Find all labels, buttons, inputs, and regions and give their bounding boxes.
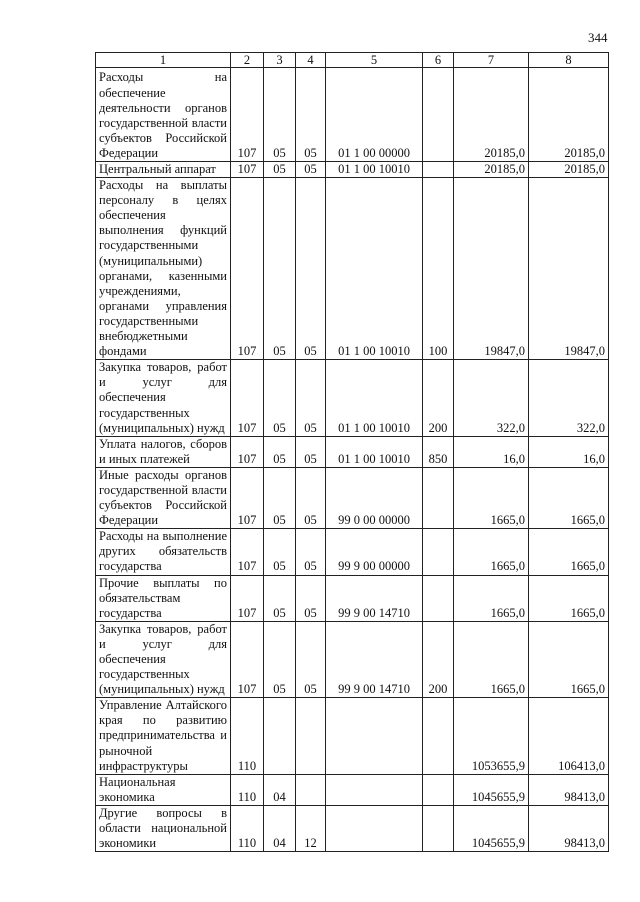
header-cell: 8 <box>529 53 609 68</box>
row-value-cell: 200 <box>423 621 454 697</box>
row-value-cell: 19847,0 <box>454 178 529 360</box>
row-value-cell <box>326 698 423 774</box>
row-value-cell: 1053655,9 <box>454 698 529 774</box>
row-value-cell: 01 1 00 10010 <box>326 360 423 436</box>
row-value-cell <box>423 774 454 805</box>
row-value-cell: 107 <box>231 162 264 178</box>
row-value-cell: 05 <box>296 467 326 528</box>
row-name-cell: Центральный аппарат <box>96 162 231 178</box>
row-value-cell <box>326 774 423 805</box>
header-cell: 7 <box>454 53 529 68</box>
table-row <box>96 162 609 178</box>
header-cell: 5 <box>326 53 423 68</box>
row-value-cell: 05 <box>296 529 326 575</box>
row-value-cell: 05 <box>296 621 326 697</box>
row-value-cell: 20185,0 <box>529 68 609 162</box>
row-value-cell <box>423 805 454 851</box>
table-row <box>96 698 609 774</box>
row-value-cell: 107 <box>231 360 264 436</box>
row-value-cell: 05 <box>296 575 326 621</box>
row-value-cell: 98413,0 <box>529 805 609 851</box>
table-row <box>96 467 609 528</box>
row-value-cell: 1665,0 <box>529 621 609 697</box>
row-value-cell: 01 1 00 10010 <box>326 178 423 360</box>
row-value-cell: 04 <box>264 774 296 805</box>
row-value-cell: 05 <box>264 436 296 467</box>
row-value-cell: 20185,0 <box>529 162 609 178</box>
row-value-cell: 01 1 00 10010 <box>326 162 423 178</box>
row-value-cell: 107 <box>231 178 264 360</box>
row-value-cell: 1045655,9 <box>454 774 529 805</box>
row-value-cell: 99 9 00 14710 <box>326 575 423 621</box>
row-value-cell: 1665,0 <box>529 575 609 621</box>
row-value-cell: 05 <box>296 436 326 467</box>
row-value-cell: 1665,0 <box>454 575 529 621</box>
header-cell: 1 <box>96 53 231 68</box>
row-value-cell: 05 <box>296 162 326 178</box>
table-row <box>96 621 609 697</box>
row-value-cell <box>423 467 454 528</box>
row-value-cell: 110 <box>231 774 264 805</box>
row-value-cell: 01 1 00 10010 <box>326 436 423 467</box>
row-value-cell: 107 <box>231 436 264 467</box>
row-name-cell: Другие вопросы в области национальной экономики <box>96 805 231 851</box>
row-value-cell: 1045655,9 <box>454 805 529 851</box>
row-name-cell: Закупка товаров, работ и услуг для обеспечения государственных (муниципальных) нужд <box>96 621 231 697</box>
row-value-cell: 01 1 00 00000 <box>326 68 423 162</box>
row-value-cell: 850 <box>423 436 454 467</box>
table-row <box>96 360 609 436</box>
table-row <box>96 575 609 621</box>
row-name-cell: Национальная экономика <box>96 774 231 805</box>
table-row <box>96 805 609 851</box>
row-value-cell: 05 <box>264 575 296 621</box>
row-value-cell <box>423 68 454 162</box>
row-value-cell: 322,0 <box>454 360 529 436</box>
row-name-cell: Прочие выплаты по обязательствам государства <box>96 575 231 621</box>
row-value-cell: 322,0 <box>529 360 609 436</box>
row-value-cell: 106413,0 <box>529 698 609 774</box>
row-value-cell: 04 <box>264 805 296 851</box>
row-value-cell: 05 <box>264 68 296 162</box>
header-cell: 3 <box>264 53 296 68</box>
budget-table <box>95 52 609 852</box>
row-value-cell: 16,0 <box>454 436 529 467</box>
row-value-cell: 05 <box>264 621 296 697</box>
row-name-cell: Расходы на выплаты персоналу в целях обеспечения выполнения функций государственными (муниципальными) органами, казенными учреждениями, органами управления государственными внебюджетными фондами <box>96 178 231 360</box>
row-name-cell: Расходы на обеспечение деятельности органов государственной власти субъектов Российской Федерации <box>96 68 231 162</box>
row-name-cell: Расходы на выполнение других обязательств государства <box>96 529 231 575</box>
table-row <box>96 68 609 162</box>
row-value-cell: 107 <box>231 68 264 162</box>
table-row <box>96 178 609 360</box>
row-value-cell: 110 <box>231 698 264 774</box>
row-value-cell: 107 <box>231 529 264 575</box>
row-value-cell <box>423 529 454 575</box>
row-value-cell: 20185,0 <box>454 162 529 178</box>
row-value-cell: 05 <box>296 178 326 360</box>
row-value-cell: 107 <box>231 621 264 697</box>
row-value-cell: 1665,0 <box>454 621 529 697</box>
row-value-cell: 05 <box>296 360 326 436</box>
row-value-cell: 12 <box>296 805 326 851</box>
row-value-cell: 05 <box>264 467 296 528</box>
row-value-cell <box>296 774 326 805</box>
header-cell: 2 <box>231 53 264 68</box>
page-number: 344 <box>588 30 608 45</box>
row-name-cell: Управление Алтайского края по развитию предпринимательства и рыночной инфраструктуры <box>96 698 231 774</box>
row-value-cell <box>423 698 454 774</box>
row-value-cell: 05 <box>264 178 296 360</box>
header-cell: 4 <box>296 53 326 68</box>
row-name-cell: Иные расходы органов государственной власти субъектов Российской Федерации <box>96 467 231 528</box>
row-value-cell: 05 <box>264 360 296 436</box>
row-value-cell <box>423 162 454 178</box>
row-value-cell: 107 <box>231 575 264 621</box>
row-value-cell: 05 <box>264 529 296 575</box>
row-value-cell: 100 <box>423 178 454 360</box>
table-header-row <box>96 53 609 68</box>
table-row <box>96 529 609 575</box>
row-value-cell: 200 <box>423 360 454 436</box>
header-cell: 6 <box>423 53 454 68</box>
row-value-cell: 99 9 00 14710 <box>326 621 423 697</box>
row-value-cell: 1665,0 <box>454 467 529 528</box>
row-value-cell <box>264 698 296 774</box>
row-name-cell: Уплата налогов, сборов и иных платежей <box>96 436 231 467</box>
row-value-cell: 1665,0 <box>529 529 609 575</box>
row-value-cell <box>423 575 454 621</box>
row-value-cell: 20185,0 <box>454 68 529 162</box>
row-value-cell: 107 <box>231 467 264 528</box>
table-row <box>96 436 609 467</box>
row-value-cell: 110 <box>231 805 264 851</box>
row-value-cell <box>296 698 326 774</box>
row-value-cell: 99 0 00 00000 <box>326 467 423 528</box>
row-value-cell: 19847,0 <box>529 178 609 360</box>
row-value-cell <box>326 805 423 851</box>
row-value-cell: 1665,0 <box>454 529 529 575</box>
row-value-cell: 99 9 00 00000 <box>326 529 423 575</box>
row-value-cell: 05 <box>264 162 296 178</box>
row-value-cell: 1665,0 <box>529 467 609 528</box>
table-body <box>96 68 609 852</box>
row-value-cell: 05 <box>296 68 326 162</box>
row-name-cell: Закупка товаров, работ и услуг для обеспечения государственных (муниципальных) нужд <box>96 360 231 436</box>
table-row <box>96 774 609 805</box>
row-value-cell: 98413,0 <box>529 774 609 805</box>
row-value-cell: 16,0 <box>529 436 609 467</box>
